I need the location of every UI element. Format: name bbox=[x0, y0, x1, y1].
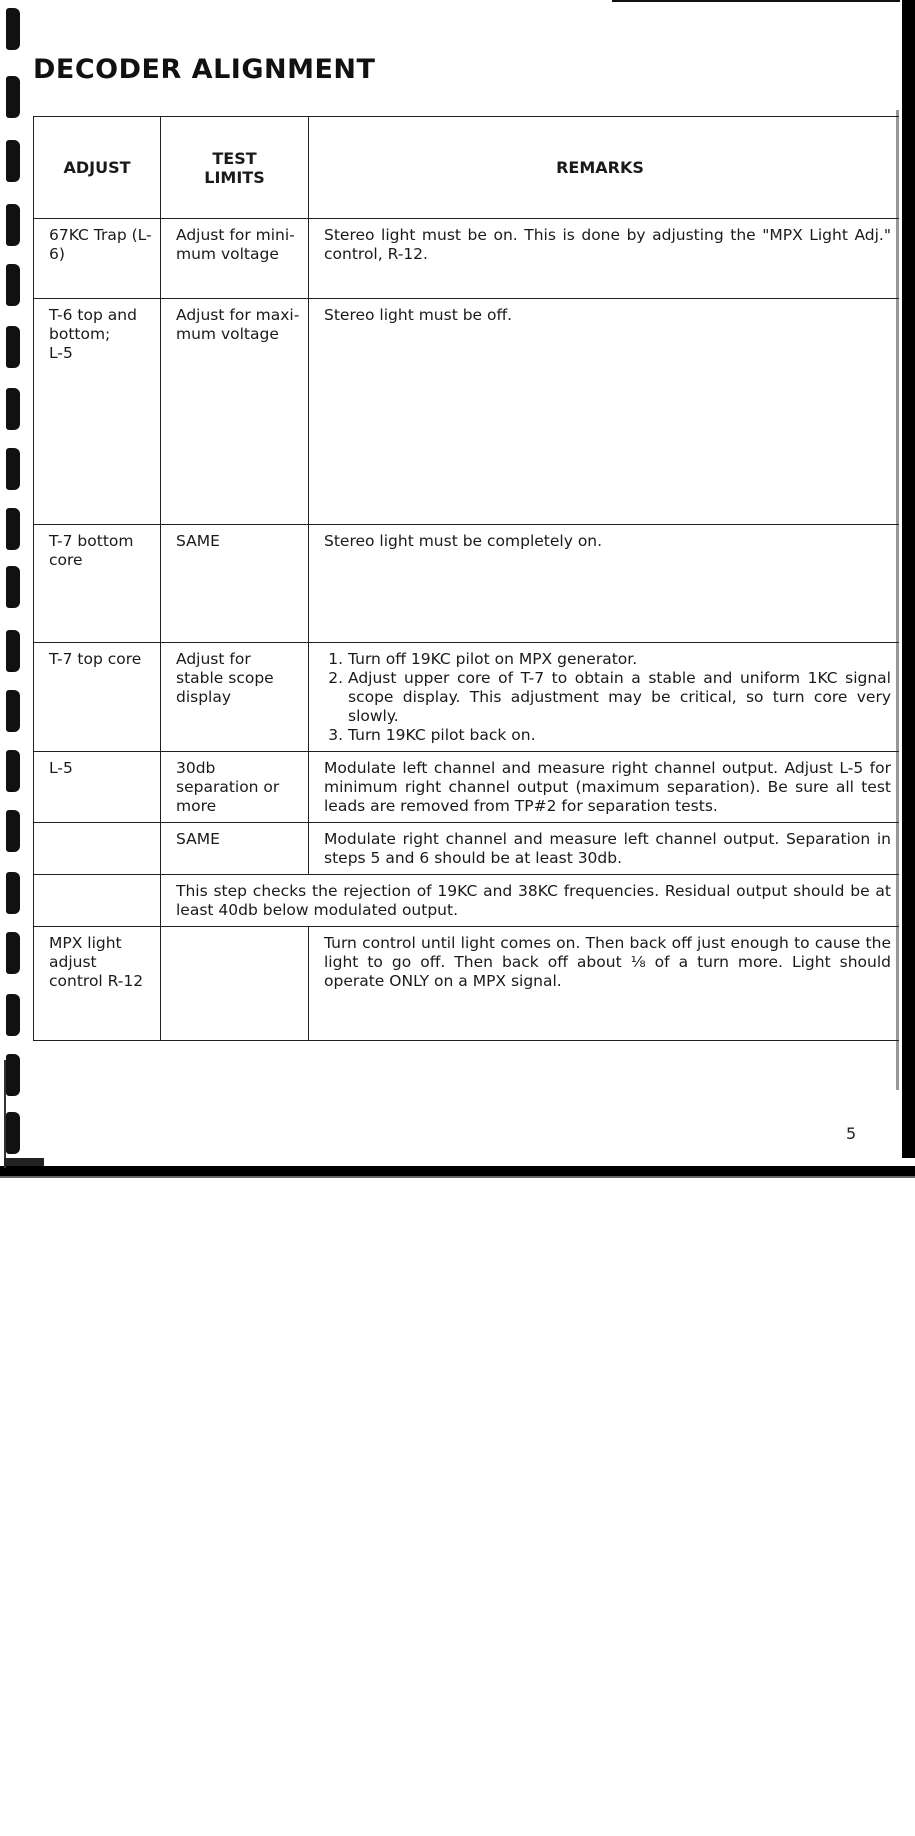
cell-adjust-line2: L-5 bbox=[49, 344, 73, 362]
table-header-row bbox=[34, 117, 900, 219]
table-row bbox=[34, 643, 900, 752]
cell-limits: Adjust for maxi-mum voltage bbox=[161, 299, 309, 525]
page-title: DECODER ALIGNMENT bbox=[33, 54, 376, 85]
binder-hole bbox=[6, 204, 20, 246]
binder-hole bbox=[6, 264, 20, 306]
table-row bbox=[34, 752, 900, 823]
cell-remarks: Modulate left channel and measure right channel output. Adjust L-5 for minimum right channel output (maximum separation). Be sure all test leads are removed from TP#2 for separation tests. bbox=[309, 752, 900, 823]
binder-hole bbox=[6, 690, 20, 732]
binder-hole bbox=[6, 326, 20, 368]
cell-limits: SAME bbox=[161, 823, 309, 875]
binder-hole bbox=[6, 448, 20, 490]
binder-hole bbox=[6, 994, 20, 1036]
cell-adjust: L-5 bbox=[34, 752, 161, 823]
binder-hole bbox=[6, 1054, 20, 1096]
binder-hole bbox=[6, 750, 20, 792]
cell-remarks: Stereo light must be completely on. bbox=[309, 525, 900, 643]
binder-hole bbox=[6, 1112, 20, 1154]
binder-hole bbox=[6, 140, 20, 182]
cell-limits: SAME bbox=[161, 525, 309, 643]
cell-adjust bbox=[34, 875, 161, 927]
cell-remarks: Turn control until light comes on. Then back off just enough to cause the light to go off. Then back off about ⅛ of a turn more. Light should operate ONLY on a MPX signal. bbox=[309, 927, 900, 1041]
cell-adjust bbox=[34, 823, 161, 875]
remarks-step: 2. Adjust upper core of T-7 to obtain a stable and uniform 1KC signal scope display. This adjustment may be critical, so turn core very slowly. bbox=[348, 669, 891, 726]
binder-hole bbox=[6, 932, 20, 974]
cell-remarks: Stereo light must be off. bbox=[309, 299, 900, 525]
page-bottom-edge bbox=[0, 1166, 915, 1176]
cell-adjust: T-7 top core bbox=[34, 643, 161, 752]
page-right-edge bbox=[902, 0, 915, 1158]
header-test-limits-line2: LIMITS bbox=[204, 167, 265, 187]
cell-remarks bbox=[309, 643, 900, 752]
cell-remarks: Stereo light must be on. This is done by adjusting the "MPX Light Adj." control, R-12. bbox=[309, 219, 900, 299]
decoder-alignment-table bbox=[33, 116, 899, 1041]
page-number: 5 bbox=[846, 1124, 857, 1143]
binder-hole bbox=[6, 388, 20, 430]
cell-limits: Adjust for stable scope display bbox=[161, 643, 309, 752]
binder-hole bbox=[6, 76, 20, 118]
binder-hole bbox=[6, 810, 20, 852]
remarks-step: 3. Turn 19KC pilot back on. bbox=[348, 726, 891, 745]
binder-hole bbox=[6, 508, 20, 550]
header-test-limits-line1: TEST bbox=[212, 148, 257, 168]
cell-adjust: T-7 bottom core bbox=[34, 525, 161, 643]
cell-adjust bbox=[34, 299, 161, 525]
header-test-limits bbox=[161, 117, 309, 219]
binder-hole bbox=[6, 566, 20, 608]
header-remarks: REMARKS bbox=[309, 117, 900, 219]
page-bottom-shadow bbox=[0, 1176, 915, 1178]
header-adjust: ADJUST bbox=[34, 117, 161, 219]
cell-remarks: Modulate right channel and measure left channel output. Separation in steps 5 and 6 should be at least 30db. bbox=[309, 823, 900, 875]
top-rule bbox=[612, 0, 900, 2]
remarks-step: 1. Turn off 19KC pilot on MPX generator. bbox=[348, 650, 891, 669]
table-row bbox=[34, 927, 900, 1041]
cell-adjust: MPX light adjust control R-12 bbox=[34, 927, 161, 1041]
cell-limits bbox=[161, 927, 309, 1041]
remarks-steps-list bbox=[324, 650, 891, 745]
binder-hole bbox=[6, 8, 20, 50]
cell-adjust: 67KC Trap (L-6) bbox=[34, 219, 161, 299]
cell-limits: 30db separation or more bbox=[161, 752, 309, 823]
table-row bbox=[34, 823, 900, 875]
binder-holes bbox=[6, 0, 22, 1160]
table-row bbox=[34, 875, 900, 927]
binder-hole bbox=[6, 630, 20, 672]
cell-limits: Adjust for mini-mum voltage bbox=[161, 219, 309, 299]
cell-adjust-line1: T-6 top and bottom; bbox=[49, 306, 137, 343]
cell-merged-remarks: This step checks the rejection of 19KC and 38KC frequencies. Residual output should be at least 40db below modulated output. bbox=[161, 875, 900, 927]
table-row bbox=[34, 219, 900, 299]
table-row bbox=[34, 525, 900, 643]
binder-hole bbox=[6, 872, 20, 914]
table-row bbox=[34, 299, 900, 525]
